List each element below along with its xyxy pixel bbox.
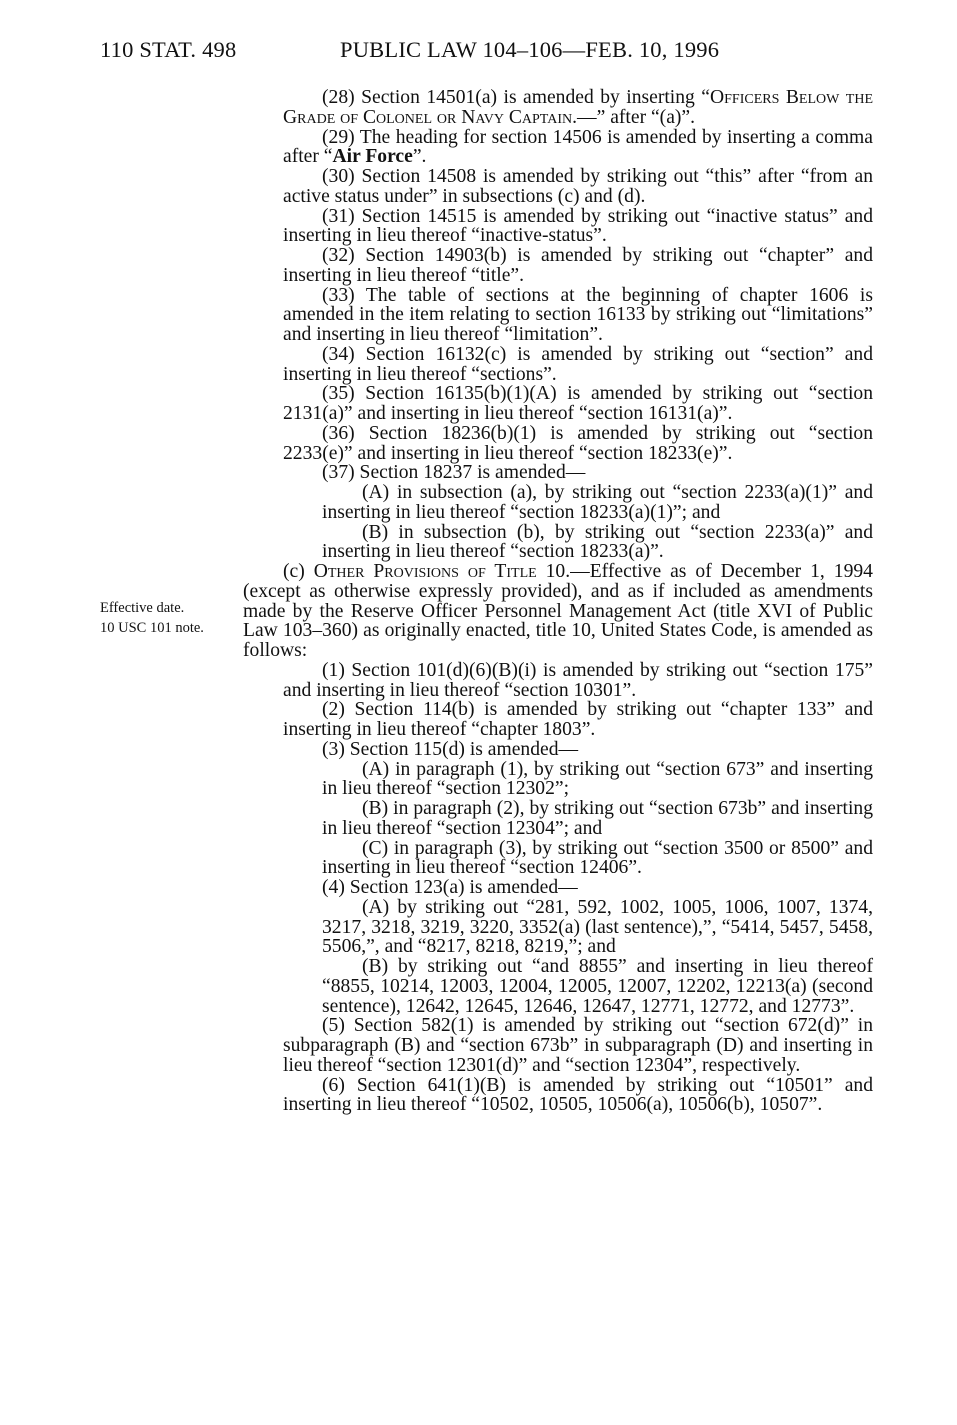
paragraph-32: (32) Section 14903(b) is amended by striking out “chapter” and inserting in lieu thereof “title”. (283, 245, 873, 286)
paragraph-c-4: (4) Section 123(a) is amended— (322, 877, 578, 898)
paragraph-34: (34) Section 16132(c) is amended by striking out “section” and inserting in lieu thereof “sections”. (283, 343, 873, 385)
paragraph-29: (29) The heading for section 14506 is amended by inserting a comma after “Air Force”. (283, 126, 873, 168)
paragraph-31: (31) Section 14515 is amended by striking out “inactive status” and inserting in lieu thereof “inactive-status”. (283, 205, 873, 247)
paragraph-37: (37) Section 18237 is amended— (322, 462, 586, 484)
paragraph-c-6: (6) Section 641(1)(B) is amended by striking out “10501” and inserting in lieu thereof “10502, 10505, 10506(a), 10506(b), 10507”. (283, 1074, 873, 1116)
paragraph-35: (35) Section 16135(b)(1)(A) is amended by striking out “section 2131(a)” and inserting in lieu thereof “section 16131(a)”. (283, 383, 873, 424)
paragraph-c-1: (1) Section 101(d)(6)(B)(i) is amended by striking out “section 175” and inserting in lieu thereof “section 10301”. (283, 659, 873, 701)
subparagraph-37-a: (A) in subsection (a), by striking out “section 2233(a)(1)” and inserting in lieu thereof “section 18233(a)(1)”; and (322, 482, 873, 523)
subparagraph-c-3-b: (B) in paragraph (2), by striking out “section 673b” and inserting in lieu thereof “section 12304”; and (322, 798, 873, 839)
running-head: PUBLIC LAW 104–106—FEB. 10, 1996 (340, 37, 720, 62)
subparagraph-c-3-c: (C) in paragraph (3), by striking out “section 3500 or 8500” and inserting in lieu thereof “section 12406”. (322, 837, 873, 879)
paragraph-36: (36) Section 18236(b)(1) is amended by striking out “section 2233(e)” and inserting in lieu thereof “section 18233(e)”. (283, 422, 873, 464)
paragraph-c-2: (2) Section 114(b) is amended by striking out “chapter 133” and inserting in lieu thereof “chapter 1803”. (283, 699, 873, 740)
subparagraph-c-4-a: (A) by striking out “281, 592, 1002, 1005, 1006, 1007, 1374, 3217, 3218, 3219, 3220, 3352(a) (last sentence),”, “5414, 5457, 5458, 5506,”, and “8217, 8218, 8219,”; and (322, 896, 873, 958)
paragraph-28: (28) Section 14501(a) is amended by inserting “Officers Below the Grade of Colonel or Navy Captain.—” after “(a)”. (283, 87, 874, 128)
paragraph-c-5: (5) Section 582(1) is amended by striking out “section 672(d)” in subparagraph (B) and “section 673b” in subparagraph (D) and inserting in lieu thereof “section 12301(d)” and “section 12304”, respectively. (283, 1015, 873, 1076)
margin-note-effective-date: Effective date. (100, 600, 185, 616)
paragraph-c-3: (3) Section 115(d) is amended— (322, 738, 579, 760)
subparagraph-c-4-b: (B) by striking out “and 8855” and inserting in lieu thereof “8855, 10214, 12003, 12004, 12005, 12007, 12202, 12213(a) (second sentence), 12642, 12645, 12646, 12647, 12771, 12772, and 12773”. (322, 956, 873, 1017)
subparagraph-37-b: (B) in subsection (b), by striking out “section 2233(a)” and inserting in lieu thereof “section 18233(a)”. (322, 521, 873, 563)
document-body (243, 87, 874, 1116)
page-stat-reference: 110 STAT. 498 (100, 37, 237, 62)
subsection-c: (c) Other Provisions of Title 10.—Effective as of December 1, 1994 (except as otherwise expressly provided), and as if included as amendments made by the Reserve Officer Personnel Management Act (title XVI of Public Law 103–360) as originally enacted, title 10, United States Code, is amended as follows: (243, 561, 873, 661)
subparagraph-c-3-a: (A) in paragraph (1), by striking out “section 673” and inserting in lieu thereof “section 12302”; (322, 758, 873, 800)
margin-note-usc-reference: 10 USC 101 note. (100, 620, 204, 636)
paragraph-33: (33) The table of sections at the beginning of chapter 1606 is amended in the item relating to section 16133 by striking out “limitations” and inserting in lieu thereof “limitation”. (283, 284, 873, 345)
paragraph-30: (30) Section 14508 is amended by striking out “this” after “from an active status under” in subsections (c) and (d). (283, 166, 873, 207)
